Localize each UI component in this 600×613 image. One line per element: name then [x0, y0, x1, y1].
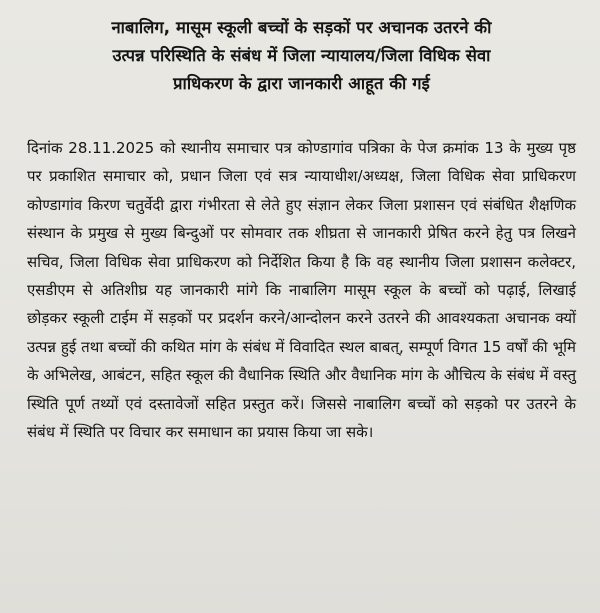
document-headline: नाबालिग, मासूम स्कूली बच्चों के सड़कों पर अचानक उतरने की उत्पन्न परिस्थिति के संबंध में जिला न्यायालय/जिला विधिक सेवा प्राधिकरण के द्वारा जानकारी आहूत की गई	[111, 18, 492, 93]
document-body-paragraph: दिनांक 28.11.2025 को स्थानीय समाचार पत्र कोण्डागांव पत्रिका के पेज क्रमांक 13 के मुख्य पृष्ठ पर प्रकाशित समाचार को, प्रधान जिला एवं सत्र न्यायाधीश/अध्यक्ष, जिला विधिक सेवा प्राधिकरण कोण्डागांव किरण चतुर्वेदी द्वारा गंभीरता से लेते हुए संज्ञान लेकर जिला प्रशासन एवं संबंधित शैक्षणिक संस्थान के प्रमुख से मुख्य बिन्दुओं पर सोमवार तक शीघ्रता से जानकारी प्रेषित करने हेतु पत्र लिखने सचिव, जिला विधिक सेवा प्राधिकरण को निर्देशित किया है कि वह स्थानीय जिला प्रशासन कलेक्टर, एसडीएम से अतिशीघ्र यह जानकारी मांगे कि नाबालिग मासूम स्कूल के बच्चों को पढ़ाई, लिखाई छोड़कर स्कूली टाईम में सड़कों पर प्रदर्शन करने/आन्दोलन करने उतरने की आवश्यकता अचानक क्यों उत्पन्न हुई तथा बच्चों की कथित मांग के संबंध में विवादित स्थल बाबत्, सम्पूर्ण विगत 15 वर्षों की भूमि के अभिलेख, आबंटन, सहित स्कूल की वैधानिक स्थिति और वैधानिक मांग के औचित्य के संबंध में वस्तु स्थिति पूर्ण तथ्यों एवं दस्तावेजों सहित प्रस्तुत करें। जिससे नाबालिग बच्चों को सड़को पर उतरने के संबंध में स्थिति पर विचार कर समाधान का प्रयास किया जा सके।	[27, 139, 576, 442]
